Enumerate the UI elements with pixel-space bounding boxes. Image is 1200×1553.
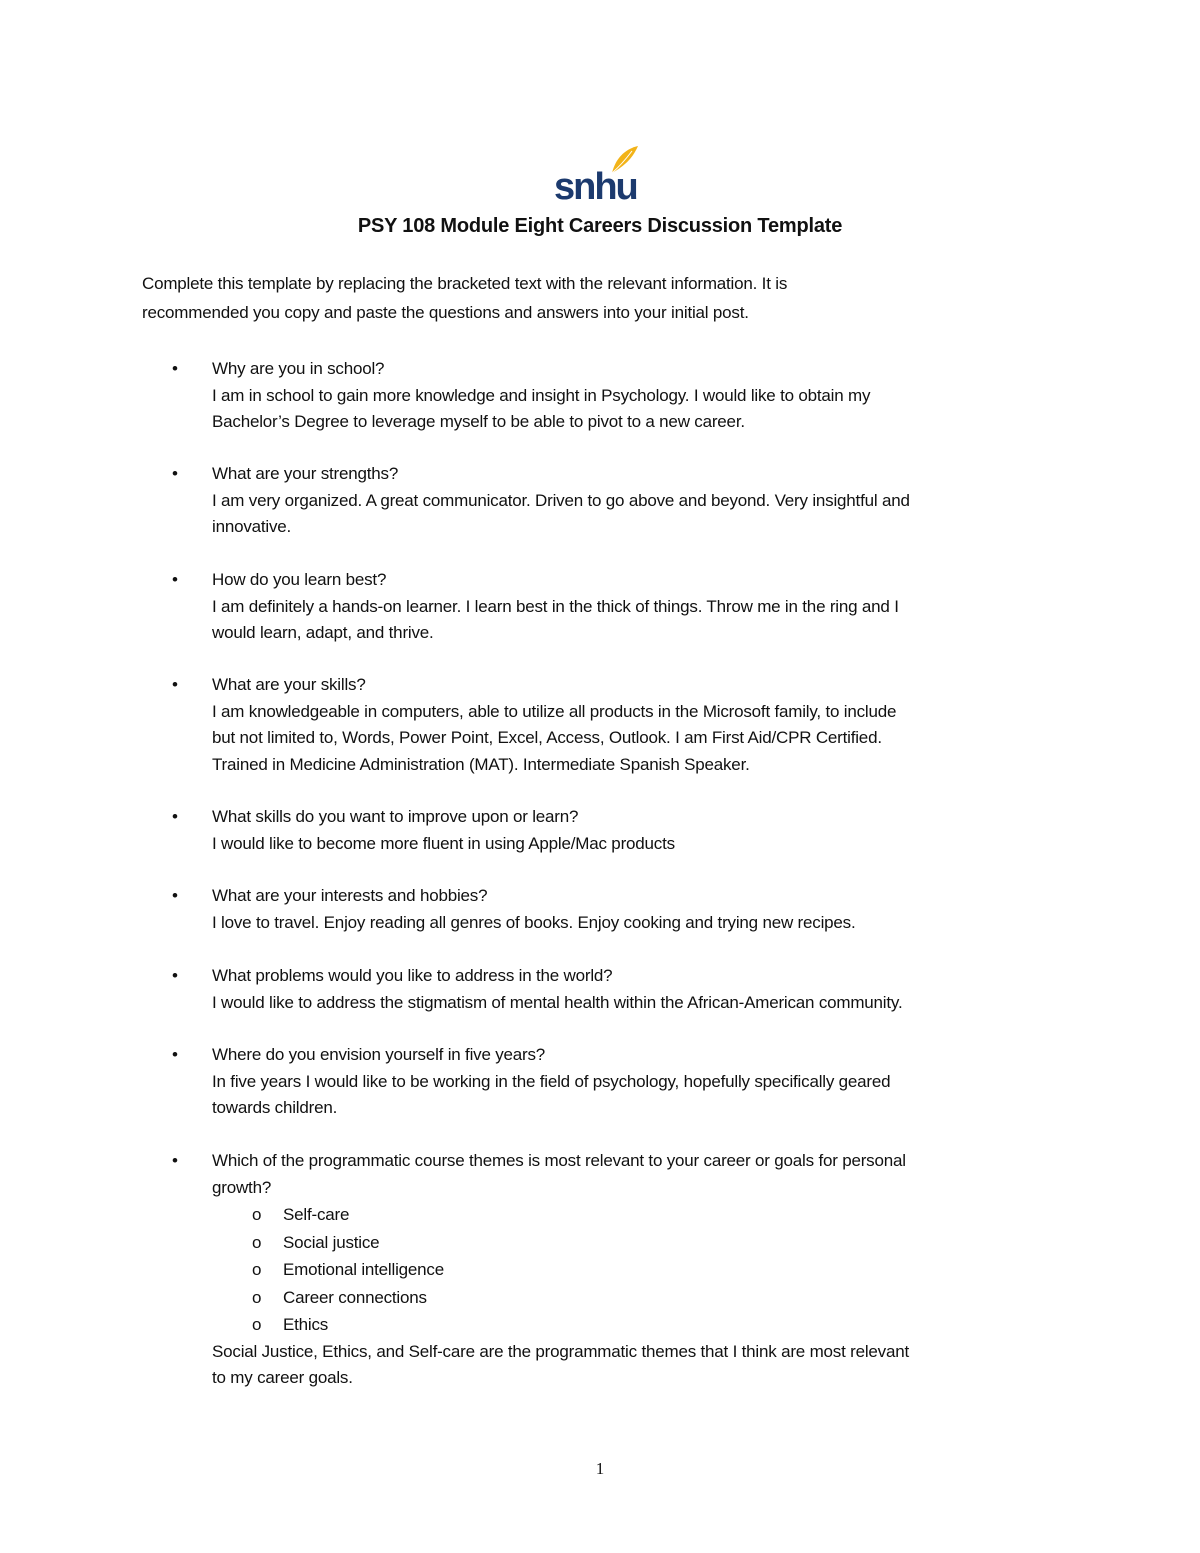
answer-line: I am knowledgeable in computers, able to utilize all products in the Microsoft family, to include <box>212 701 897 721</box>
sub-bullet-icon: o <box>252 1260 262 1279</box>
question-text: Why are you in school? <box>212 359 385 378</box>
bullet-icon: • <box>172 675 178 694</box>
answer-line: I would like to address the stigmatism of mental health within the African-American community. <box>212 992 903 1012</box>
answer-line: I would like to become more fluent in using Apple/Mac products <box>212 833 675 853</box>
question-text: What skills do you want to improve upon or learn? <box>212 807 579 826</box>
theme-option <box>212 1229 1062 1257</box>
theme-option <box>212 1256 1062 1284</box>
answer-line: Social Justice, Ethics, and Self-care are the programmatic themes that I think are most relevant <box>212 1341 910 1361</box>
logo-wordmark: snhu <box>554 166 637 203</box>
bullet-icon: • <box>172 807 178 826</box>
answer-line: towards children. <box>212 1098 338 1117</box>
question-text: What are your interests and hobbies? <box>212 886 488 905</box>
sub-bullet-icon: o <box>252 1232 262 1252</box>
question-text: What are your skills? <box>212 675 366 694</box>
answer-line: but not limited to, Words, Power Point, Excel, Access, Outlook. I am First Aid/CPR Certified. <box>212 728 882 747</box>
theme-option <box>212 1311 1062 1339</box>
question-text: What are your strengths? <box>212 464 399 483</box>
theme-option-label: Career connections <box>283 1287 427 1307</box>
answer-line: In five years I would like to be working in the field of psychology, hopefully specifically geared <box>212 1071 891 1091</box>
answer-line: to my career goals. <box>212 1368 353 1387</box>
document-title: PSY 108 Module Eight Careers Discussion Template <box>357 215 843 237</box>
answer-line: Trained in Medicine Administration (MAT). Intermediate Spanish Speaker. <box>212 754 750 774</box>
bullet-icon: • <box>172 570 178 589</box>
theme-option-label: Self-care <box>283 1205 350 1224</box>
bullet-icon: • <box>172 359 178 378</box>
answer-line: I love to travel. Enjoy reading all genres of books. Enjoy cooking and trying new recipes. <box>212 912 856 932</box>
question-text: Where do you envision yourself in five years? <box>212 1045 546 1064</box>
snhu-logo <box>552 143 642 203</box>
bullet-icon: • <box>172 886 178 905</box>
page-number: 1 <box>595 1459 605 1478</box>
sub-bullet-icon: o <box>252 1287 262 1307</box>
theme-option-label: Social justice <box>283 1232 380 1252</box>
bullet-icon: • <box>172 1045 178 1064</box>
answer-line: innovative. <box>212 517 292 536</box>
theme-option-list <box>212 1201 1062 1339</box>
question-text: What problems would you like to address in the world? <box>212 966 613 985</box>
theme-option <box>212 1284 1062 1312</box>
answer-line: would learn, adapt, and thrive. <box>212 623 434 642</box>
intro-line: recommended you copy and paste the questions and answers into your initial post. <box>142 303 749 322</box>
question-text: growth? <box>212 1177 272 1197</box>
sub-bullet-icon: o <box>252 1205 262 1224</box>
theme-option-label: Ethics <box>283 1315 329 1334</box>
sub-bullet-icon: o <box>252 1315 262 1334</box>
theme-option <box>212 1201 1062 1229</box>
answer-line: Bachelor’s Degree to leverage myself to be able to pivot to a new career. <box>212 412 745 431</box>
answer-line: I am in school to gain more knowledge and insight in Psychology. I would like to obtain my <box>212 385 871 405</box>
bullet-icon: • <box>172 1151 178 1170</box>
answer-line: I am definitely a hands-on learner. I learn best in the thick of things. Throw me in the ring and I <box>212 596 899 616</box>
bullet-icon: • <box>172 966 178 985</box>
theme-option-label: Emotional intelligence <box>283 1260 444 1279</box>
answer-line: I am very organized. A great communicator. Driven to go above and beyond. Very insightful and <box>212 490 910 510</box>
intro-paragraph <box>142 269 1062 327</box>
bullet-icon: • <box>172 464 178 483</box>
question-text: How do you learn best? <box>212 570 387 589</box>
question-text: Which of the programmatic course themes is most relevant to your career or goals for personal <box>212 1151 906 1170</box>
intro-line: Complete this template by replacing the bracketed text with the relevant information. It is <box>142 274 788 293</box>
